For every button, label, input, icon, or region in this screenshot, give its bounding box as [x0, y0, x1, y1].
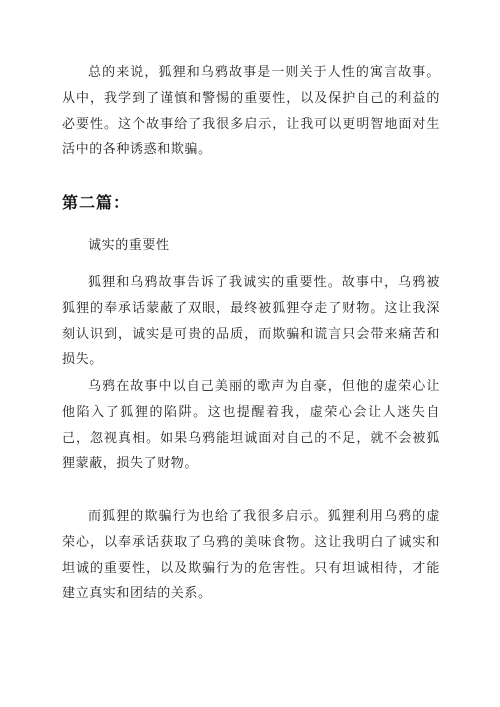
section-subtitle: 诚实的重要性	[88, 238, 170, 253]
intro-paragraph: 总的来说，狐狸和乌鸦故事是一则关于人性的寓言故事。从中，我学到了谨慎和警惕的重要性，以及保护自己的利益的必要性。这个故事给了我很多启示，让我可以更明智地面对生活中的各种诱惑和欺骗。	[62, 65, 440, 158]
body-paragraph-3: 而狐狸的欺骗行为也给了我很多启示。狐狸利用乌鸦的虚荣心，以奉承话获取了乌鸦的美味食物。这让我明白了诚实和坦诚的重要性，以及欺骗行为的危害性。只有坦诚相待，才能建立真实和团结的关系。	[62, 509, 440, 602]
section-heading: 第二篇：	[62, 193, 131, 212]
body-paragraph-1: 狐狸和乌鸦故事告诉了我诚实的重要性。故事中，乌鸦被狐狸的奉承话蒙蔽了双眼，最终被狐狸夺走了财物。这让我深刻认识到，诚实是可贵的品质，而欺骗和谎言只会带来痛苦和损失。	[62, 275, 440, 368]
body-paragraph-2: 乌鸦在故事中以自己美丽的歌声为自豪，但他的虚荣心让他陷入了狐狸的陷阱。这也提醒着我，虚荣心会让人迷失自己，忽视真相。如果乌鸦能坦诚面对自己的不足，就不会被狐狸蒙蔽，损失了财物。	[62, 379, 440, 472]
